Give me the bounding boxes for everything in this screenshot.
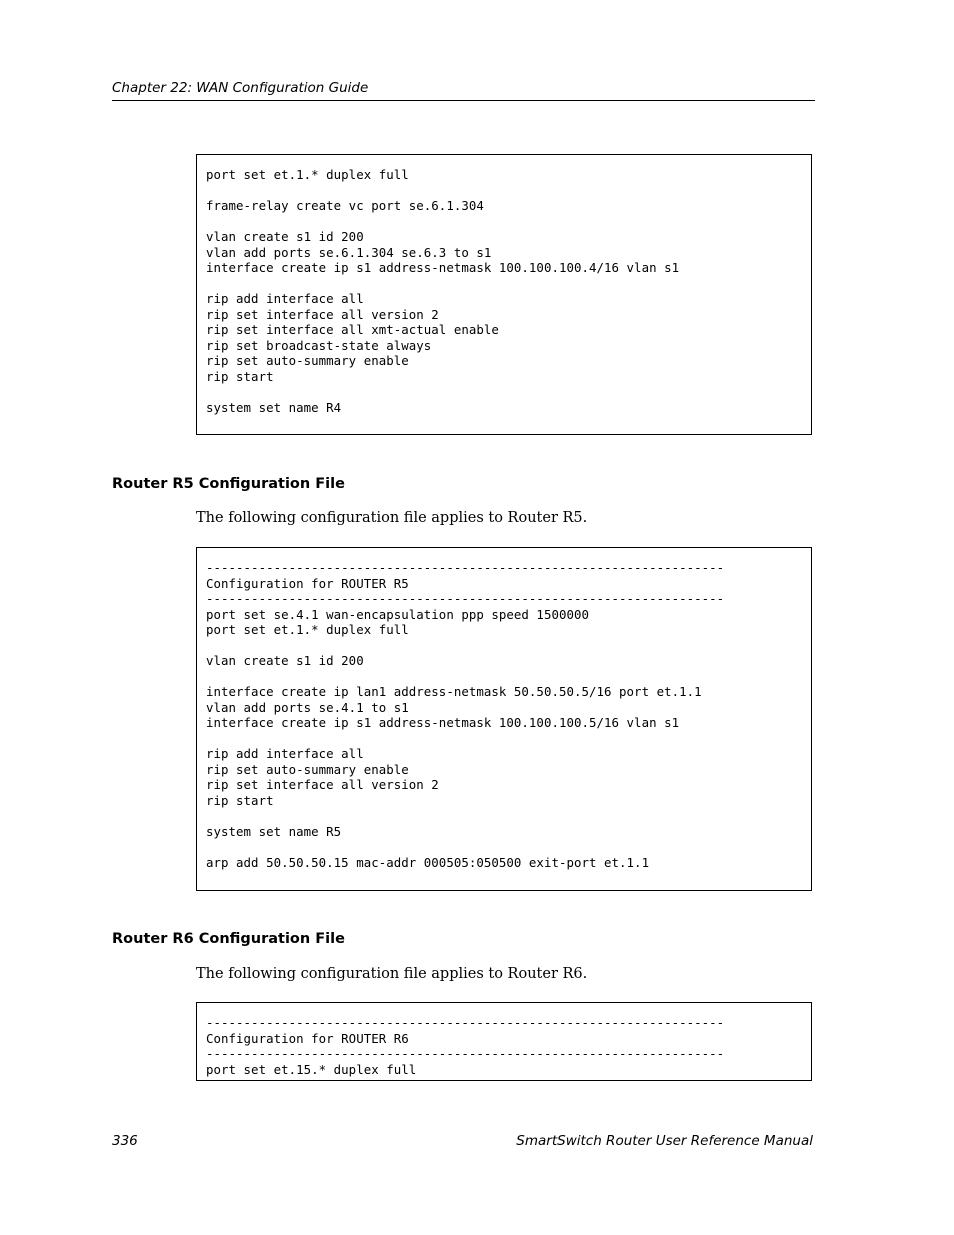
code-block-r5 xyxy=(196,547,812,891)
code-block-r4 xyxy=(196,154,812,435)
chapter-title: Chapter 22: WAN Configuration Guide xyxy=(112,80,369,96)
section-heading-r6: Router R6 Configuration File xyxy=(112,931,345,947)
intro-paragraph-r6: The following configuration file applies to Router R6. xyxy=(196,966,588,982)
page-number: 336 xyxy=(112,1133,138,1149)
section-heading-r5: Router R5 Configuration File xyxy=(112,476,345,492)
intro-paragraph-r5: The following configuration file applies to Router R5. xyxy=(196,510,588,526)
running-header xyxy=(112,78,815,101)
code-text-r6: --------------------------------------------------------------------- Configuration for ROUTER R6 --------------------------------------------------------------------- port set et.15.* duplex full xyxy=(206,1015,725,1077)
code-text-r5: --------------------------------------------------------------------- Configuration for ROUTER R5 --------------------------------------------------------------------- port set se.4.1 wan-encapsulation ppp speed 1500000 port set et.1.* duplex full vlan create s1 id 200 interface create ip lan1 address-netmask 50.50.50.5/16 port et.1.1 vlan add ports se.4.1 to s1 interface create ip s1 address-netmask 100.100.100.5/16 vlan s1 rip add interface all rip set auto-summary enable rip set interface all version 2 rip start system set name R5 arp add 50.50.50.15 mac-addr 000505:050500 exit-port et.1.1 xyxy=(206,560,725,870)
code-block-r6 xyxy=(196,1002,812,1081)
manual-title: SmartSwitch Router User Reference Manual xyxy=(516,1133,813,1149)
code-text-r4: port set et.1.* duplex full frame-relay create vc port se.6.1.304 vlan create s1 id 200 vlan add ports se.6.1.304 se.6.3 to s1 interface create ip s1 address-netmask 100.100.100.4/16 vlan s1 rip add interface all rip set interface all version 2 rip set interface all xmt-actual enable rip set broadcast-state always rip set auto-summary enable rip start system set name R4 xyxy=(206,167,680,415)
